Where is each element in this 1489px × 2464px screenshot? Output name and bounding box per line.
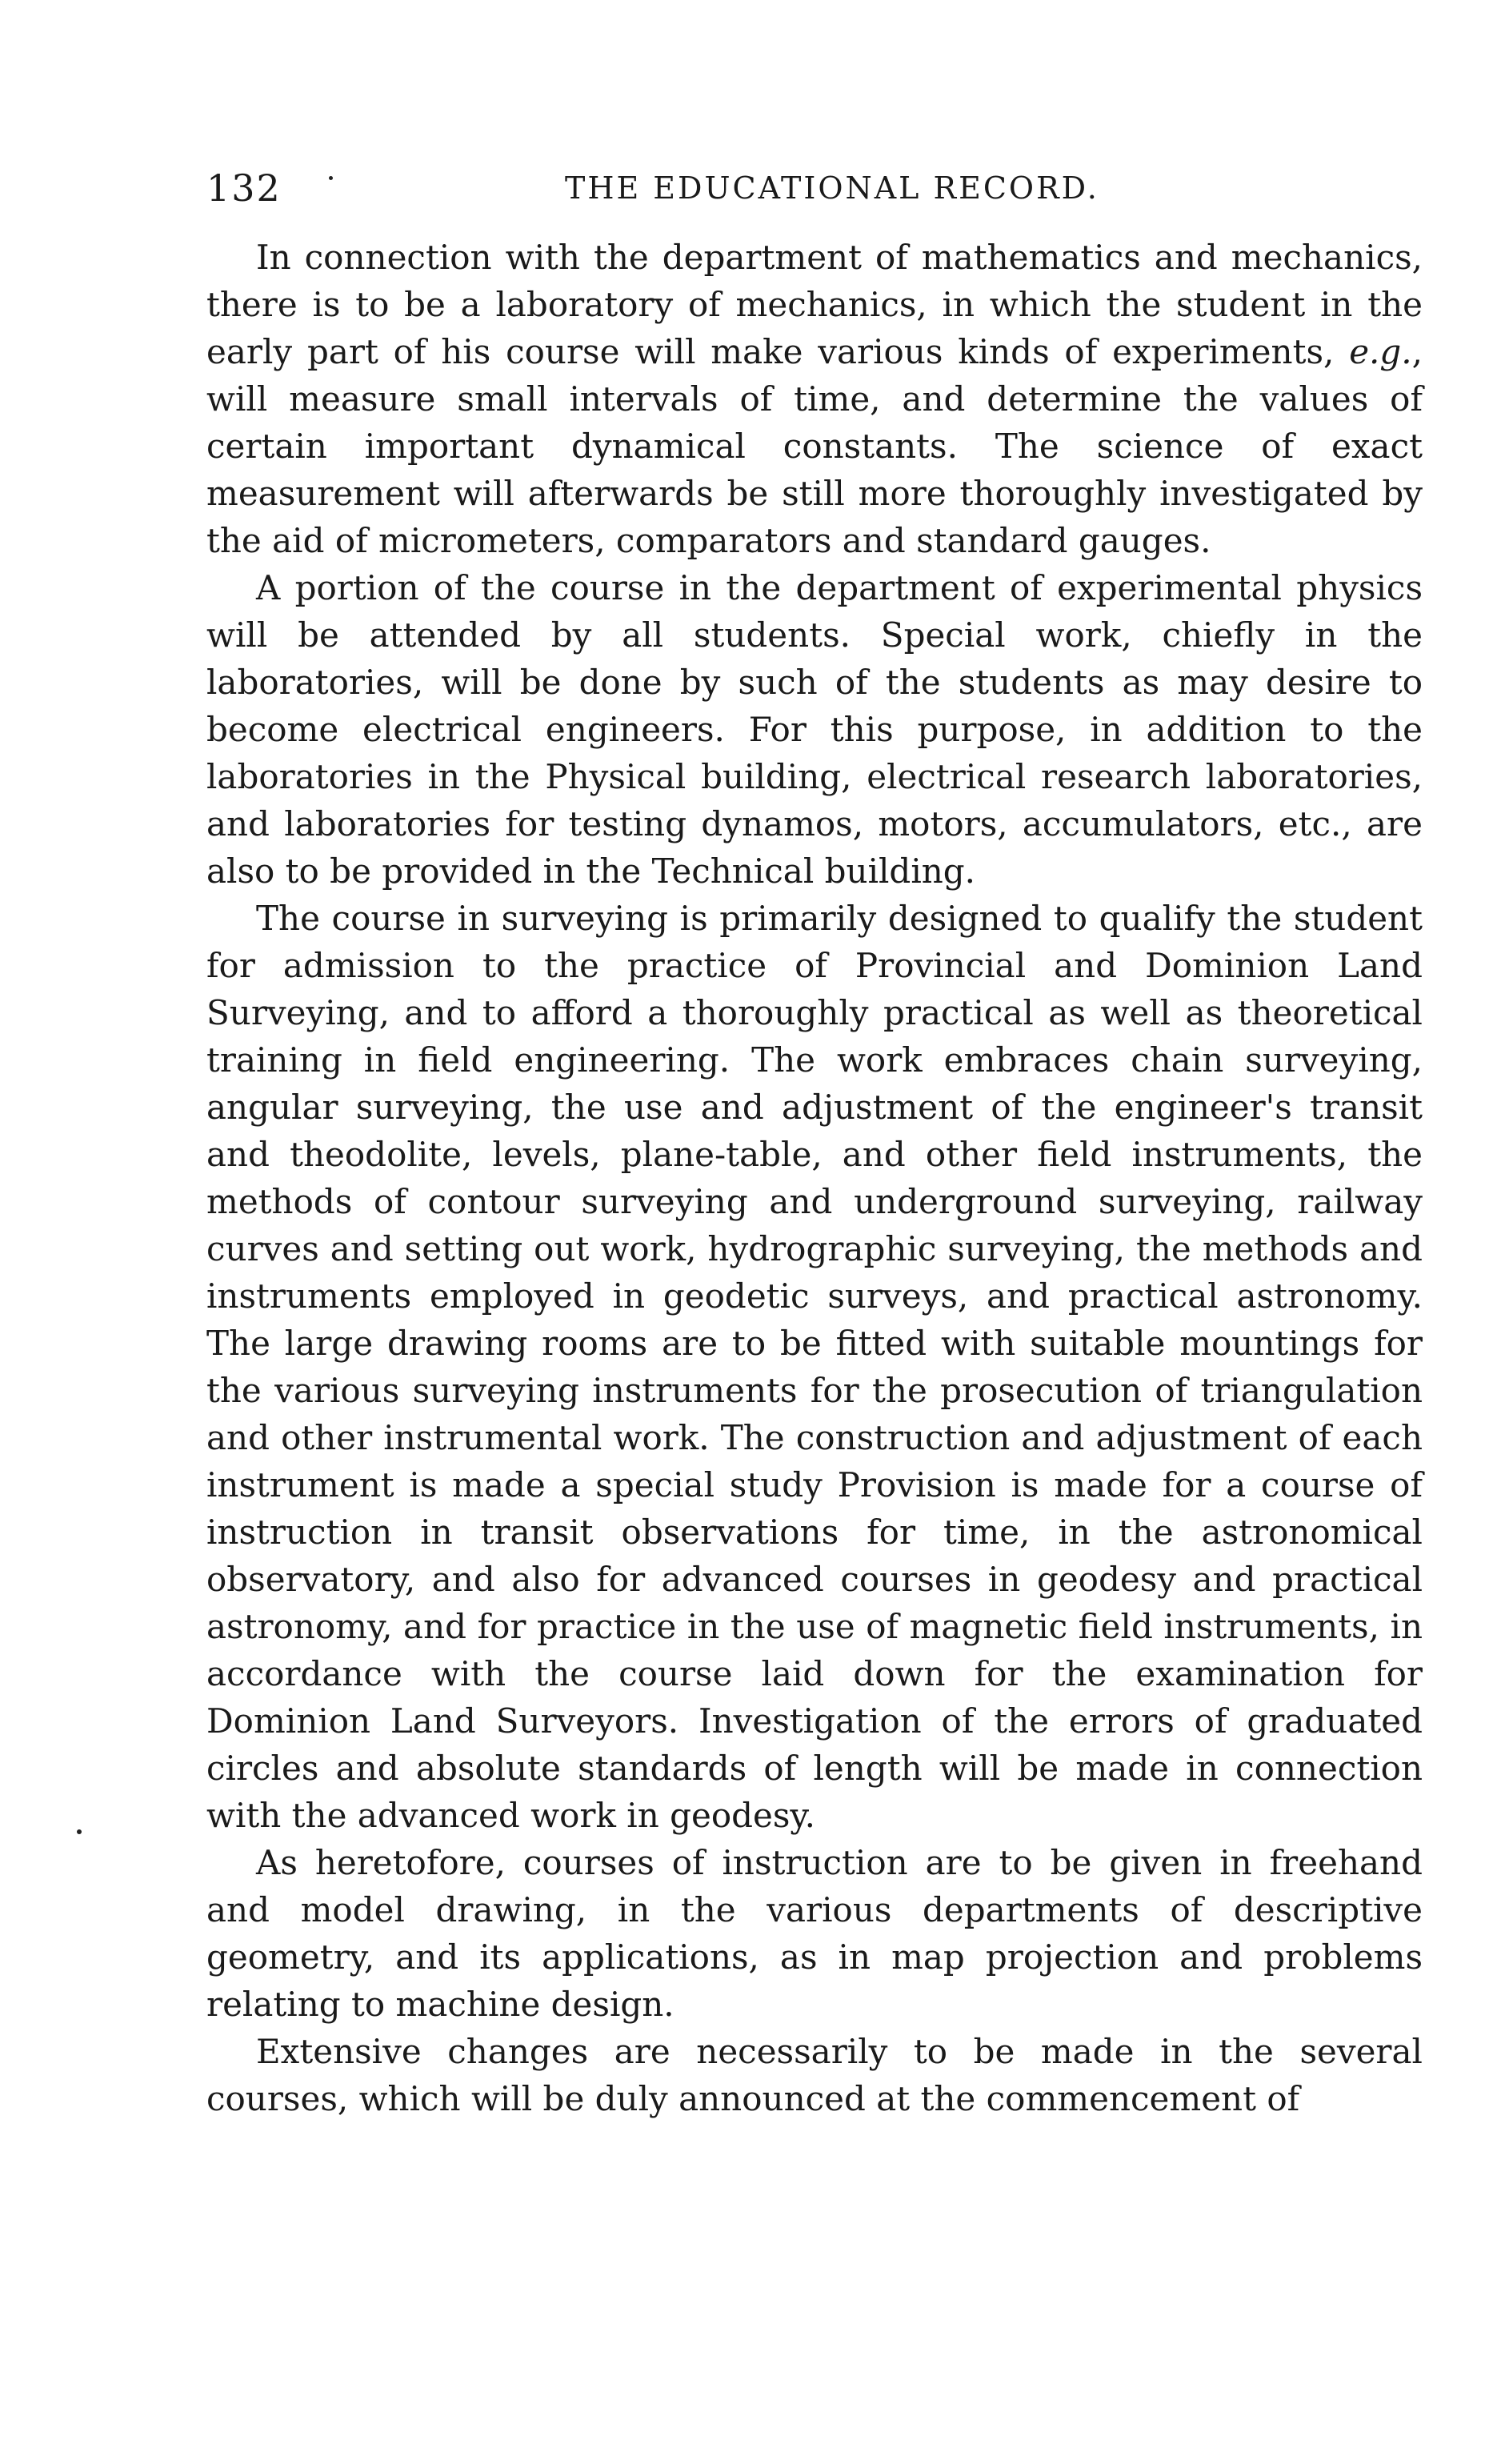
paragraph-surveying-course: The course in surveying is primarily designed to qualify the student for admission to the practice of Provincial and Dominion Land Surveying, and to afford a thoroughly practical as well as theoretical training in field engineering. The work embraces chain surveying, angular surveying, the use and adjustment of the engineer's transit and theodolite, levels, plane-table, and other field instruments, the methods of contour surveying and underground surveying, railway curves and setting out work, hydrographic surveying, the methods and instruments employed in geodetic surveys, and practical astronomy. The large drawing rooms are to be fitted with suitable mountings for the various surveying instruments for the prosecution of triangulation and other instrumental work. The construction and adjustment of each instrument is made a special study Provision is made for a course of instruction in transit observations for time, in the astronomical observatory, and also for advanced courses in geodesy and practical astronomy, and for practice in the use of magnetic field instruments, in accordance with the course laid down for the examination for Dominion Land Surveyors. Investigation of the errors of graduated circles and absolute standards of length will be made in connection with the advanced work in geodesy. <box>206 899 1423 1835</box>
paragraph-text: , will measure small intervals of time, and determine the values of certain important dynamical constants. The science of exact measurement will afterwards be still more thoroughly investigated by the aid of micrometers, comparators and standard gauges. <box>206 332 1423 560</box>
body-text <box>206 234 1423 2122</box>
paragraph-text: In connection with the department of mathematics and mechanics, there is to be a laboratory of mechanics, in which the student in the early part of his course will make various kinds of experiments, <box>206 238 1423 371</box>
paragraph-course-changes: Extensive changes are necessarily to be made in the several courses, which will be duly announced at the commencement of <box>206 2032 1423 2118</box>
print-speck <box>77 1829 82 1834</box>
paragraph-drawing-courses: As heretofore, courses of instruction are to be given in freehand and model drawing, in the various departments of descriptive geometry, and its applications, as in map projection and problems relating to machine design. <box>206 1843 1423 2024</box>
print-speck <box>329 176 333 180</box>
page-number: 132 <box>206 166 282 210</box>
italic-abbreviation: e.g. <box>1349 332 1412 371</box>
page-header <box>206 160 1423 216</box>
paragraph-mechanics-laboratory <box>206 234 1423 564</box>
running-title: THE EDUCATIONAL RECORD. <box>565 170 1099 206</box>
paragraph-experimental-physics: A portion of the course in the department of experimental physics will be attended by all students. Special work, chiefly in the laboratories, will be done by such of the students as may desire to become electrical engineers. For this purpose, in addition to the laboratories in the Physical building, electrical research laboratories, and laboratories for testing dynamos, motors, accumulators, etc., are also to be provided in the Technical building. <box>206 568 1423 891</box>
